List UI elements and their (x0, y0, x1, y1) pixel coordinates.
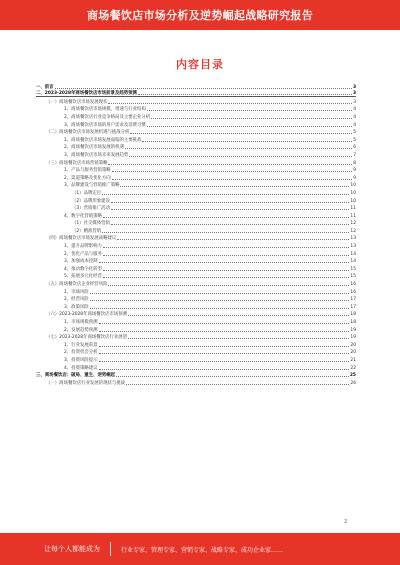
toc-leader-dots (111, 224, 349, 225)
toc-entry-title: （三）商场餐饮店市场营销策略 (46, 160, 108, 166)
toc-entry[interactable] (36, 128, 356, 136)
toc-entry-page: 9 (353, 168, 356, 174)
toc-entry-page: 6 (353, 145, 356, 151)
toc-entry-title: （一）商场餐饮店行业发展的现状与挑战 (46, 380, 126, 386)
toc-entry-title: 4、投资策略建议 (64, 365, 98, 371)
toc-leader-dots (108, 164, 352, 165)
toc-entry-page: 13 (350, 236, 356, 242)
toc-entry-title: （七）2023-2028年商场餐饮店行业展望 (46, 335, 128, 341)
toc-entry-page: 12 (350, 221, 356, 227)
toc-entry[interactable] (36, 340, 356, 348)
toc-leader-dots (128, 315, 349, 316)
toc-entry[interactable] (36, 188, 356, 196)
toc-leader-dots (90, 293, 350, 294)
toc-leader-dots (102, 232, 349, 233)
toc-leader-dots (103, 277, 349, 278)
toc-entry-title: （六）2023-2028年商场餐饮店市场预测 (46, 312, 128, 318)
toc-entry-title: （1）品牌定位 (72, 190, 102, 196)
toc-entry[interactable] (36, 310, 356, 318)
toc-entry-page: 3 (353, 99, 356, 105)
toc-leader-dots (112, 179, 353, 180)
toc-entry-page: 21 (350, 357, 356, 363)
toc-leader-dots (111, 202, 349, 203)
toc-entry[interactable] (36, 241, 356, 249)
toc-entry[interactable] (36, 355, 356, 363)
toc-entry-title: 4、推动数字化转型 (64, 266, 102, 272)
toc-entry-title: 1、市场风险 (64, 289, 89, 295)
toc-entry-title: 3、品牌建设与营销推广策略 (64, 183, 120, 189)
toc-entry-page: 18 (350, 320, 356, 325)
toc-entry[interactable] (36, 219, 356, 227)
toc-entry-title: 1、产品与服务营销策略 (64, 168, 111, 174)
toc-entry-page: 25 (349, 373, 356, 379)
toc-entry-page: 5 (353, 137, 356, 143)
toc-leader-dots (125, 148, 352, 149)
toc-entry[interactable] (36, 181, 356, 189)
toc-entry-page: 22 (350, 365, 356, 371)
toc-entry-page: 3 (352, 84, 356, 90)
toc-entry-title: （1）社交媒体营销 (72, 221, 110, 227)
toc-entry-title: 4、数字化营销策略 (64, 213, 102, 219)
toc-leader-dots (142, 141, 352, 142)
toc-entry[interactable] (36, 287, 356, 295)
footer-slogan: 让每个人都能成为 (44, 545, 100, 553)
toc-entry[interactable] (36, 97, 356, 105)
toc-leader-dots (151, 118, 352, 119)
toc-entry[interactable] (36, 325, 356, 333)
toc-entry[interactable] (36, 135, 356, 143)
toc-entry-page: 11 (350, 213, 356, 219)
toc-leader-dots (130, 133, 352, 134)
toc-entry-title: 二、2023-2028年商场餐饮店市场前景及趋势预测 (36, 91, 137, 97)
toc-entry[interactable] (36, 295, 356, 303)
toc-entry-page: 26 (350, 380, 356, 386)
toc-leader-dots (117, 239, 349, 240)
toc-entry-page: 4 (353, 107, 356, 113)
toc-entry[interactable] (36, 196, 356, 204)
toc-entry-title: 1、商场餐饮店市场发展面临的主要挑战 (64, 137, 142, 143)
toc-leader-dots (126, 384, 349, 385)
toc-entry[interactable] (36, 82, 356, 90)
toc-leader-dots (103, 247, 349, 248)
toc-entry-page: 16 (350, 282, 356, 288)
toc-entry-page: 19 (350, 327, 356, 333)
toc-entry-title: 1、商场餐饮店市场规模，增速与行业结构 (64, 107, 146, 113)
toc-entry-page: 13 (350, 244, 356, 250)
toc-leader-dots (102, 194, 349, 195)
table-of-contents (36, 82, 356, 386)
toc-entry-title: 3、政策风险 (64, 304, 89, 310)
toc-leader-dots (99, 262, 350, 263)
toc-leader-dots (112, 171, 353, 172)
toc-entry-page: 17 (350, 304, 356, 310)
toc-entry-page: 14 (350, 259, 356, 265)
toc-leader-dots (90, 308, 350, 309)
toc-entry[interactable] (36, 226, 356, 234)
toc-entry[interactable] (36, 150, 356, 158)
toc-entry-title: 2、发展趋势预测 (64, 327, 98, 333)
toc-entry[interactable] (36, 363, 356, 371)
toc-entry-title: （一）商场餐饮店市场发展现状 (46, 99, 108, 105)
toc-entry-page: 15 (350, 266, 356, 272)
toc-entry[interactable] (36, 204, 356, 212)
toc-entry[interactable] (36, 234, 356, 242)
toc-entry[interactable] (36, 264, 356, 272)
toc-leader-dots (147, 110, 352, 111)
toc-entry[interactable] (36, 279, 356, 287)
toc-entry-title: 2、经营风险 (64, 297, 89, 303)
toc-entry-title: 3、商场餐饮店市场的用户需求及消费习惯 (64, 122, 146, 128)
toc-leader-dots (103, 270, 349, 271)
toc-leader-dots (99, 323, 350, 324)
toc-entry-title: 1、提升品牌影响力 (64, 244, 102, 250)
toc-entry-page: 14 (350, 251, 356, 257)
toc-entry-title: 3、商场餐饮店市场未来发展趋势 (64, 152, 129, 158)
toc-entry-page: 5 (353, 130, 356, 136)
toc-entry[interactable] (36, 317, 356, 325)
toc-entry-title: 1、行业发展前景 (64, 342, 98, 348)
toc-leader-dots (129, 156, 352, 157)
toc-entry-title: 2、渠道策略及优化方向 (64, 175, 111, 181)
toc-leader-dots (90, 300, 350, 301)
toc-entry-title: 3、投资风险提示 (64, 357, 98, 363)
toc-entry-page: 11 (350, 206, 356, 212)
toc-entry-page: 20 (350, 342, 356, 348)
toc-leader-dots (138, 94, 352, 95)
toc-entry[interactable] (36, 302, 356, 310)
toc-entry[interactable] (36, 173, 356, 181)
toc-entry-page: 19 (350, 335, 356, 341)
toc-leader-dots (116, 376, 349, 377)
toc-entry[interactable] (36, 120, 356, 128)
toc-leader-dots (147, 126, 352, 127)
footer-roles: 行业专家、管理专家、营销专家、战略专家、成功企业家…… (121, 546, 284, 554)
toc-entry[interactable] (36, 166, 356, 174)
toc-entry[interactable] (36, 333, 356, 341)
toc-entry[interactable] (36, 105, 356, 113)
toc-entry-page: 12 (350, 228, 356, 234)
toc-entry-page: 17 (350, 297, 356, 303)
toc-entry-title: 一、前言 (36, 84, 54, 90)
toc-entry-title: 3、加强成本控制 (64, 259, 98, 265)
toc-entry-title: 5、拓展多元化经营 (64, 274, 102, 280)
toc-entry-page: 20 (350, 350, 356, 356)
toc-entry-title: （四）商场餐饮店市场发展战略建议 (46, 236, 117, 242)
toc-entry[interactable] (36, 378, 356, 386)
toc-leader-dots (108, 285, 349, 286)
toc-entry[interactable] (36, 257, 356, 265)
toc-entry[interactable] (36, 112, 356, 120)
toc-leader-dots (103, 255, 349, 256)
toc-entry-title: （2）品牌形象建设 (72, 198, 110, 204)
toc-entry-title: 2、商场餐饮店行业竞争格局及主要企业分析 (64, 114, 151, 120)
toc-entry-page: 4 (353, 114, 356, 120)
toc-leader-dots (99, 369, 350, 370)
toc-entry-title: 2、投资机会分析 (64, 350, 98, 356)
footer-divider (110, 542, 111, 556)
toc-entry[interactable] (36, 348, 356, 356)
toc-entry-title: 2、优化产品与服务 (64, 251, 102, 257)
toc-entry-page: 3 (352, 91, 356, 97)
toc-entry-title: 1、市场规模预测 (64, 320, 98, 325)
toc-entry-page: 10 (350, 198, 356, 204)
toc-entry[interactable] (36, 371, 356, 379)
toc-entry[interactable] (36, 249, 356, 257)
toc-entry-title: 2、商场餐饮店市场发展的机遇 (64, 145, 124, 151)
toc-entry-title: （五）商场餐饮店企业经营风险 (46, 282, 108, 288)
toc-leader-dots (108, 103, 352, 104)
toc-leader-dots (111, 209, 349, 210)
toc-entry-page: 10 (350, 190, 356, 196)
footer-bar (0, 533, 400, 565)
toc-entry-page: 18 (350, 312, 356, 318)
toc-entry-title: 三、商场餐饮店：破局、重生、逆势崛起 (36, 373, 116, 379)
toc-entry-page: 4 (353, 122, 356, 128)
toc-entry[interactable] (36, 211, 356, 219)
toc-leader-dots (99, 361, 350, 362)
toc-entry-page: 7 (353, 152, 356, 158)
toc-entry-page: 9 (353, 175, 356, 181)
toc-entry[interactable] (36, 158, 356, 166)
report-header-bar (0, 0, 400, 30)
toc-entry-title: （2）精准营销 (72, 228, 102, 234)
toc-heading: 内容目录 (176, 58, 224, 71)
toc-leader-dots (120, 186, 349, 187)
toc-entry-page: 16 (350, 289, 356, 295)
toc-entry[interactable] (36, 272, 356, 280)
toc-leader-dots (99, 331, 350, 332)
toc-entry-page: 10 (350, 183, 356, 189)
toc-leader-dots (55, 88, 352, 89)
toc-entry[interactable] (36, 143, 356, 151)
report-title: 商场餐饮店市场分析及逆势崛起战略研究报告 (87, 9, 313, 22)
toc-leader-dots (99, 353, 350, 354)
toc-entry-title: （二）商场餐饮店市场发展机遇与挑战分析 (46, 130, 130, 136)
toc-leader-dots (99, 346, 350, 347)
page-number: 2 (344, 519, 348, 525)
toc-leader-dots (128, 338, 349, 339)
toc-entry[interactable] (36, 90, 356, 98)
toc-leader-dots (103, 217, 349, 218)
toc-entry-page: 8 (353, 160, 356, 166)
toc-entry-title: （3）营销推广活动 (72, 206, 110, 212)
toc-entry-page: 15 (350, 274, 356, 280)
